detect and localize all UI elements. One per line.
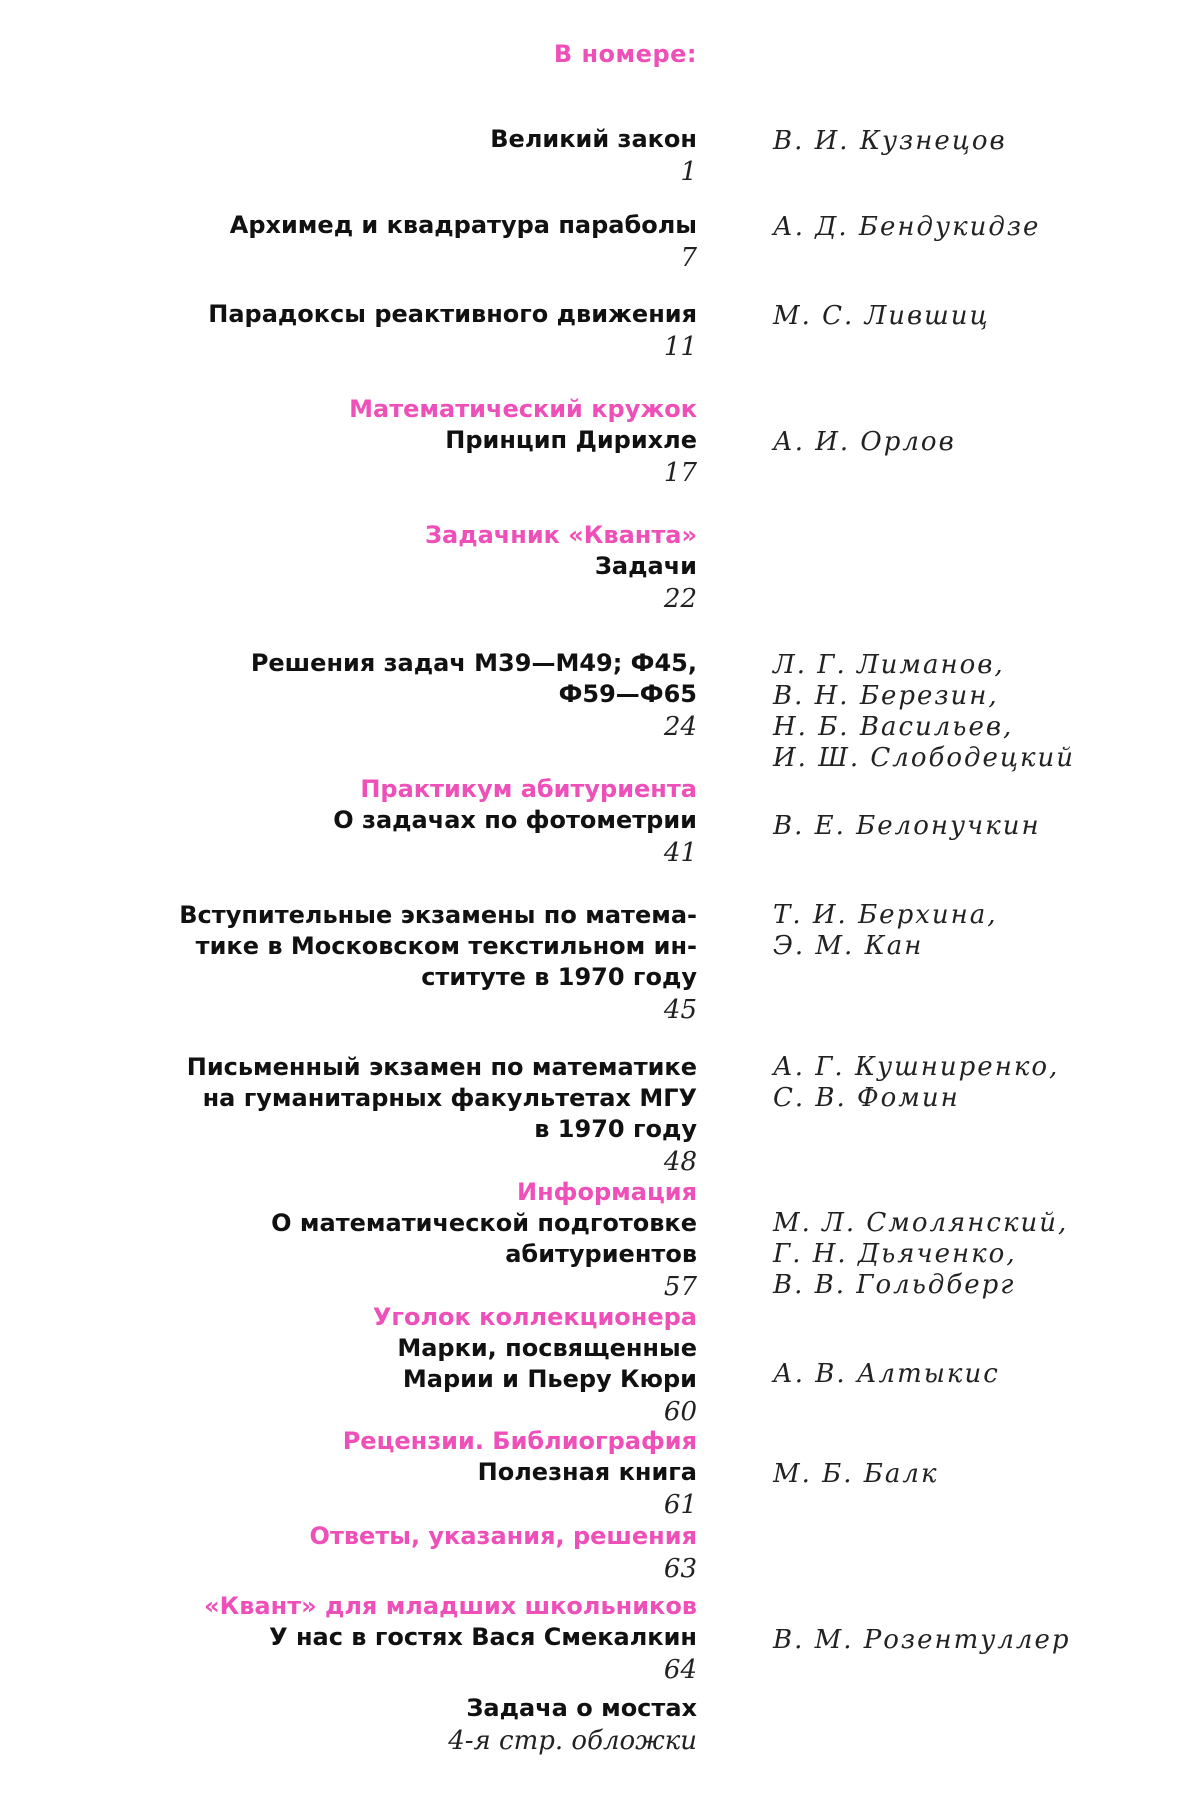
page-number: 1 [680,157,697,187]
toc-entry [0,1052,697,1179]
author-name: В. И. Кузнецов [773,126,1007,156]
entry-authors [773,126,1173,157]
entry-title: Принцип Дирихле [445,426,697,454]
page-number: 7 [680,243,697,273]
toc-entry [0,210,697,275]
page-title: В номере: [553,40,697,68]
entry-title: О задачах по фотометрии [333,806,697,834]
toc-entry [0,1302,697,1429]
page-number: 41 [663,838,697,868]
entry-title: Письменный экзамен по математике [186,1053,697,1081]
author-name: М. Б. Балк [773,1459,939,1489]
section-heading: Практикум абитуриента [360,775,697,803]
section-heading: Математический кружок [349,395,697,423]
entry-title: У нас в гостях Вася Смекалкин [269,1623,697,1651]
entry-title: Архимед и квадратура параболы [229,211,697,239]
author-name: Г. Н. Дьяченко, [773,1239,1017,1269]
entry-title: О математической подготовке [271,1209,697,1237]
toc-entry [0,124,697,189]
entry-title: Марии и Пьеру Кюри [402,1365,697,1393]
page-number: 64 [663,1655,697,1685]
entry-title: Марки, посвященные [397,1334,697,1362]
entry-authors [773,811,1173,842]
author-name: В. В. Гольдберг [773,1270,1016,1300]
entry-authors [773,900,1173,962]
page-number: 60 [663,1397,697,1427]
author-name: М. Л. Смолянский, [773,1208,1069,1238]
section-heading: Уголок коллекционера [372,1303,697,1331]
entry-authors [773,1208,1173,1301]
author-name: Л. Г. Лиманов, [773,650,1005,680]
entry-authors [773,301,1173,332]
entry-title: Решения задач М39—М49; Ф45, [250,649,697,677]
author-name: А. И. Орлов [773,427,956,457]
page-number: 24 [663,712,697,742]
entry-title: ституте в 1970 году [421,963,697,991]
page-number: 61 [663,1490,697,1520]
author-name: С. В. Фомин [773,1083,960,1113]
toc-entry [0,1591,697,1687]
toc-entry [0,1693,697,1758]
entry-title: абитуриентов [505,1240,697,1268]
page-number: 57 [663,1272,697,1302]
section-heading: Ответы, указания, решения [309,1522,697,1550]
toc-entry [0,299,697,364]
author-name: М. С. Лившиц [773,301,990,331]
section-heading: Рецензии. Библиография [342,1427,697,1455]
page-number: 17 [663,458,697,488]
page-number: 4-я стр. обложки [448,1726,697,1756]
page-number: 22 [663,584,697,614]
entry-authors [773,650,1173,774]
entry-title: в 1970 году [534,1115,697,1143]
toc-entry [0,648,697,744]
toc-entry [0,1177,697,1304]
page-number: 45 [663,995,697,1025]
author-name: А. В. Алтыкис [773,1359,1000,1389]
toc-entry [0,520,697,616]
entry-title: Великий закон [490,125,697,153]
entry-authors [773,1459,1173,1490]
section-heading: Информация [517,1178,697,1206]
entry-title: Вступительные экзамены по матема- [179,901,697,929]
author-name: А. Г. Кушниренко, [773,1052,1060,1082]
author-name: В. М. Розентуллер [773,1625,1071,1655]
author-name: Э. М. Кан [773,931,924,961]
entry-authors [773,212,1173,243]
author-name: Н. Б. Васильев, [773,712,1014,742]
toc-entry [0,1426,697,1522]
entry-authors [773,1625,1173,1656]
author-name: В. Н. Березин, [773,681,999,711]
toc-entry [0,1521,697,1586]
entry-title: Задача о мостах [466,1694,697,1722]
page-number: 63 [663,1554,697,1584]
section-heading: Задачник «Кванта» [424,521,697,549]
entry-title: Полезная книга [477,1458,697,1486]
entry-authors [773,1359,1173,1390]
section-heading: «Квант» для младших школьников [204,1592,697,1620]
entry-title: на гуманитарных факультетах МГУ [202,1084,697,1112]
entry-title: Парадоксы реактивного движения [208,300,697,328]
toc-entry [0,774,697,870]
author-name: А. Д. Бендукидзе [773,212,1041,242]
entry-title: Ф59—Ф65 [558,680,697,708]
entry-authors [773,1052,1173,1114]
entry-authors [773,427,1173,458]
author-name: И. Ш. Слободецкий [773,743,1076,773]
entry-title: тике в Московском текстильном ин- [195,932,697,960]
author-name: В. Е. Белонучкин [773,811,1041,841]
entry-title: Задачи [594,552,697,580]
toc-entry [0,900,697,1027]
page-number: 48 [663,1147,697,1177]
page-number: 11 [663,332,697,362]
toc-entry [0,394,697,490]
author-name: Т. И. Берхина, [773,900,998,930]
